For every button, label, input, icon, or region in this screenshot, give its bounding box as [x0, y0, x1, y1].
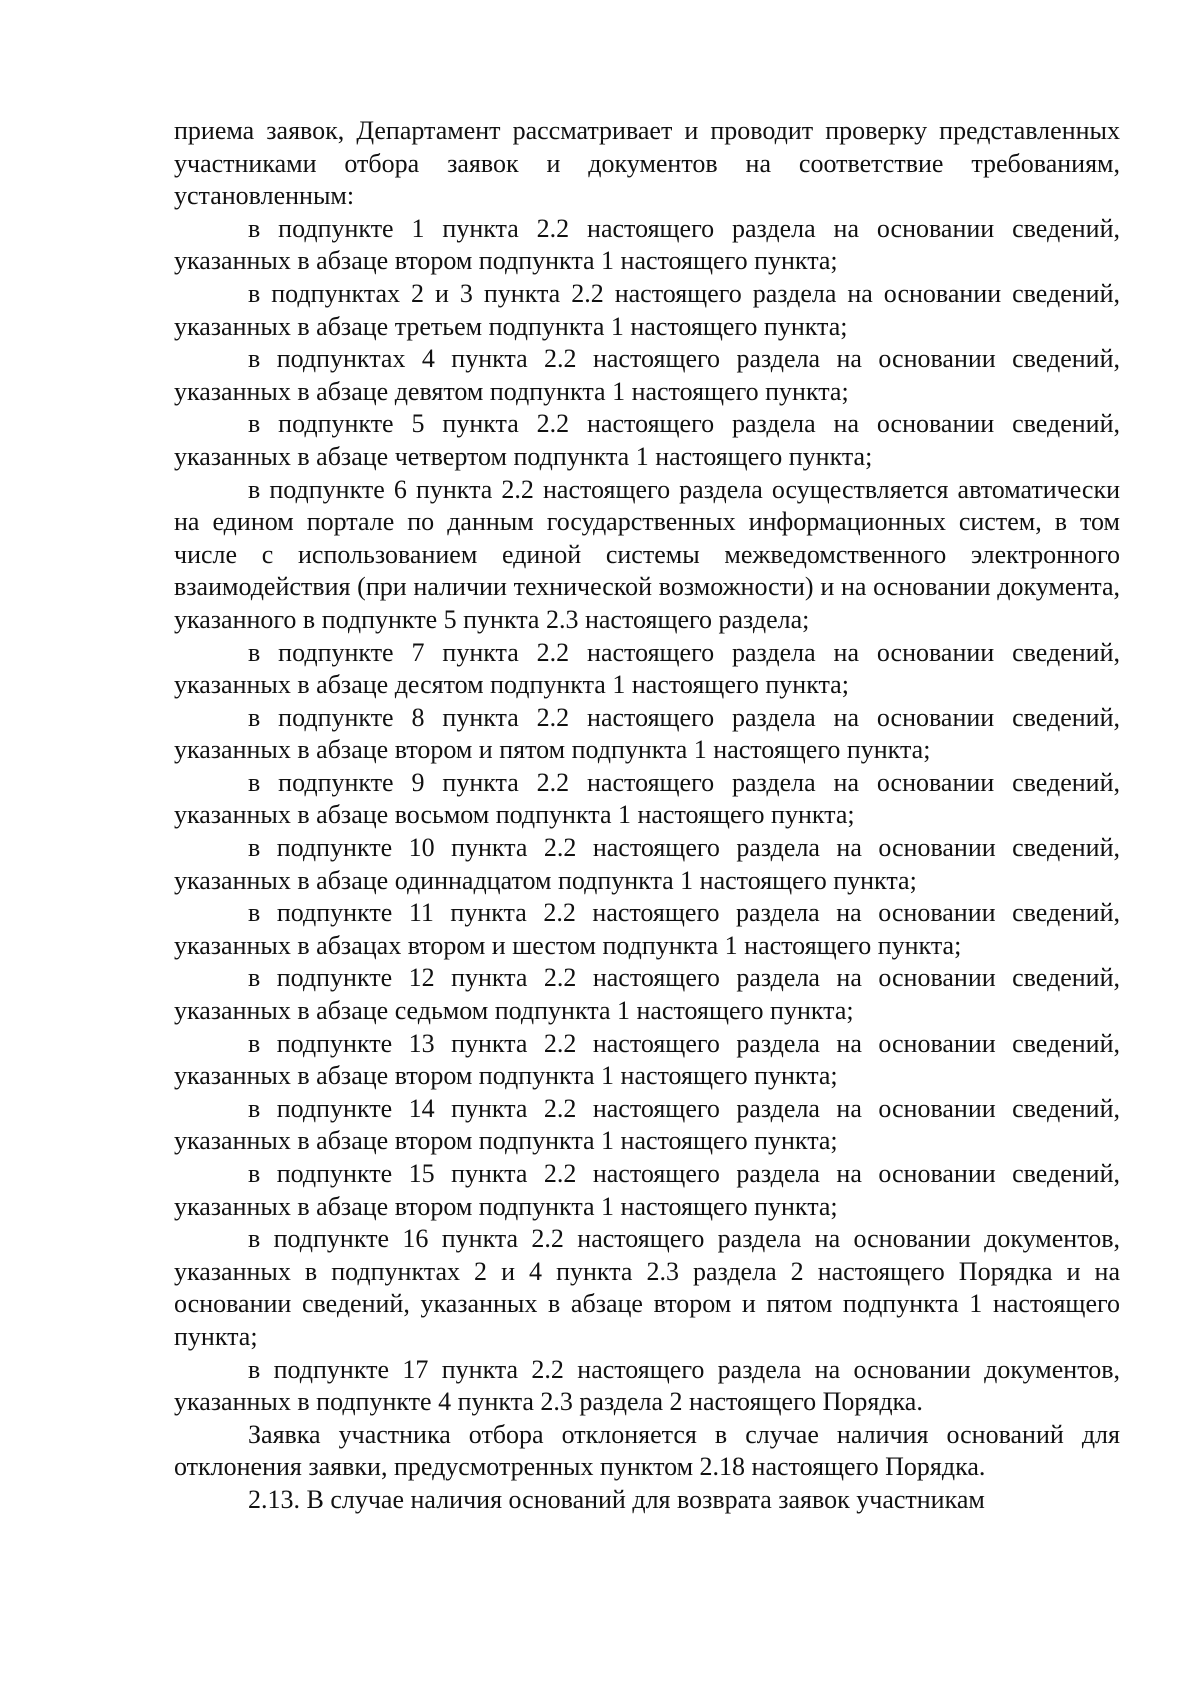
paragraph-subitem-13: в подпункте 13 пункта 2.2 настоящего раздела на основании сведений, указанных в абзаце втором подпункта 1 настоящего пункта; [174, 1028, 1120, 1091]
paragraph-rejection: Заявка участника отбора отклоняется в случае наличия оснований для отклонения заявки, предусмотренных пунктом 2.18 настоящего Порядка. [174, 1419, 1120, 1482]
paragraph-subitem-1: в подпункте 1 пункта 2.2 настоящего раздела на основании сведений, указанных в абзаце втором подпункта 1 настоящего пункта; [174, 213, 1120, 276]
paragraph-subitem-10: в подпункте 10 пункта 2.2 настоящего раздела на основании сведений, указанных в абзаце одиннадцатом подпункта 1 настоящего пункта; [174, 833, 1120, 895]
paragraph-subitem-8: в подпункте 8 пункта 2.2 настоящего раздела на основании сведений, указанных в абзаце втором и пятом подпункта 1 настоящего пункта; [174, 702, 1120, 765]
paragraph-subitem-5: в подпункте 5 пункта 2.2 настоящего раздела на основании сведений, указанных в абзаце четвертом подпункта 1 настоящего пункта; [174, 409, 1120, 471]
paragraph-2-13: 2.13. В случае наличия оснований для возврата заявок участникам [248, 1484, 985, 1514]
paragraph-subitem-2-3: в подпунктах 2 и 3 пункта 2.2 настоящего раздела на основании сведений, указанных в абзаце третьем подпункта 1 настоящего пункта; [174, 278, 1120, 341]
paragraph-subitem-12: в подпункте 12 пункта 2.2 настоящего раздела на основании сведений, указанных в абзаце седьмом подпункта 1 настоящего пункта; [174, 963, 1120, 1026]
paragraph-subitem-7: в подпункте 7 пункта 2.2 настоящего раздела на основании сведений, указанных в абзаце десятом подпункта 1 настоящего пункта; [174, 637, 1120, 700]
document-body [174, 115, 1120, 1517]
paragraph-subitem-15: в подпункте 15 пункта 2.2 настоящего раздела на основании сведений, указанных в абзаце втором подпункта 1 настоящего пункта; [174, 1159, 1120, 1221]
paragraph-subitem-9: в подпункте 9 пункта 2.2 настоящего раздела на основании сведений, указанных в абзаце восьмом подпункта 1 настоящего пункта; [174, 767, 1120, 830]
paragraph-subitem-14: в подпункте 14 пункта 2.2 настоящего раздела на основании сведений, указанных в абзаце втором подпункта 1 настоящего пункта; [174, 1093, 1120, 1156]
paragraph-subitem-4: в подпунктах 4 пункта 2.2 настоящего раздела на основании сведений, указанных в абзаце девятом подпункта 1 настоящего пункта; [174, 344, 1120, 406]
paragraph-subitem-16: в подпункте 16 пункта 2.2 настоящего раздела на основании документов, указанных в подпунктах 2 и 4 пункта 2.3 раздела 2 настоящего Порядка и на основании сведений, указанных в абзаце втором и пятом подпункта 1 настоящего пункта; [174, 1224, 1120, 1351]
paragraph-subitem-6: в подпункте 6 пункта 2.2 настоящего раздела осуществляется автоматически на едином портале по данным государственных информационных систем, в том числе с использованием единой системы межведомственного электронного взаимодействия (при наличии технической возможности) и на основании документа, указанного в подпункте 5 пункта 2.3 настоящего раздела; [174, 474, 1120, 634]
paragraph-subitem-11: в подпункте 11 пункта 2.2 настоящего раздела на основании сведений, указанных в абзацах втором и шестом подпункта 1 настоящего пункта; [174, 898, 1120, 960]
paragraph-continuation: приема заявок, Департамент рассматривает и проводит проверку представленных участниками отбора заявок и документов на соответствие требованиям, установленным: [174, 116, 1120, 211]
paragraph-subitem-17: в подпункте 17 пункта 2.2 настоящего раздела на основании документов, указанных в подпункте 4 пункта 2.3 раздела 2 настоящего Порядка. [174, 1354, 1120, 1417]
